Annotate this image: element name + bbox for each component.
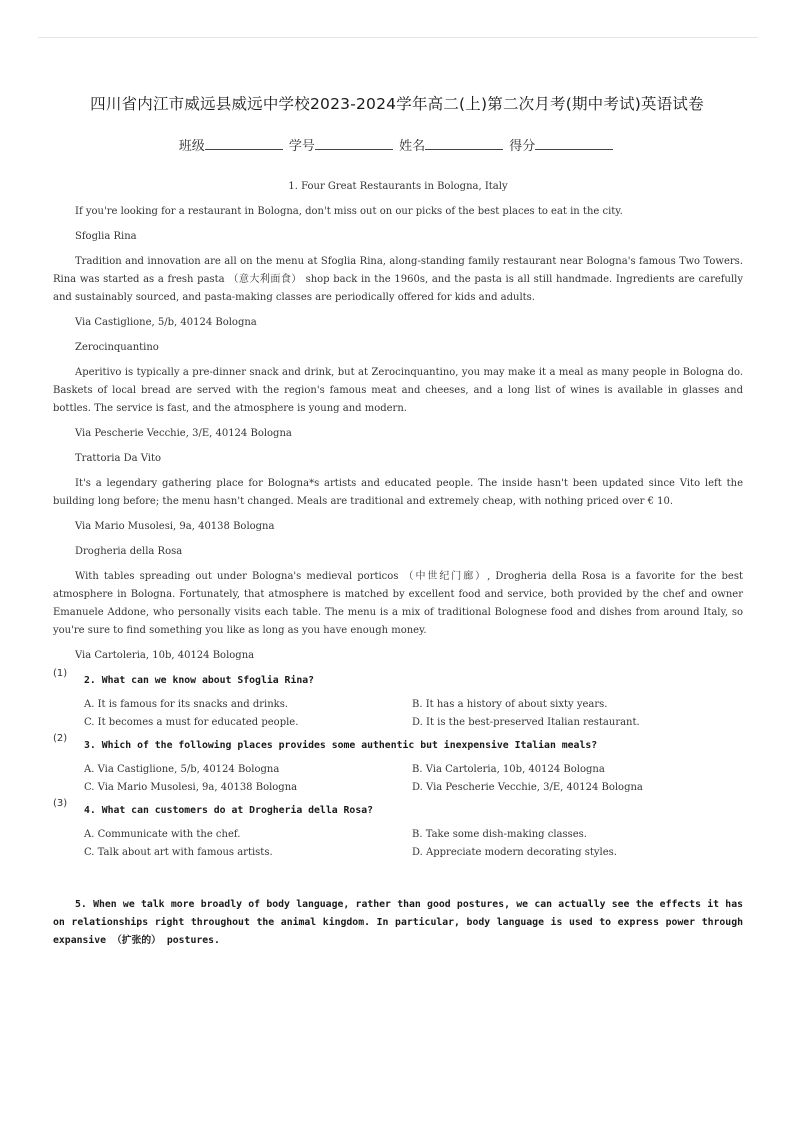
restaurant-address: Via Mario Musolesi, 9a, 40138 Bologna: [75, 521, 275, 532]
option-c[interactable]: C. It becomes a must for educated people.: [84, 717, 299, 728]
next-passage-text: 5. When we talk more broadly of body language, rather than good postures, we can actually see the effects it has on relationships right throughout the animal kingdom. In particular, body language is used to express power through expansive （扩张的） postures.: [53, 899, 743, 946]
restaurant-description: It's a legendary gathering place for Bologna*s artists and educated people. The inside hasn't been updated since Vito left the building long before; the menu hasn't changed. Meals are traditional and extremely cheap, with nothing priced over € 10.: [53, 478, 743, 507]
question-stem: 4. What can customers do at Drogheria della Rosa?: [84, 805, 374, 816]
name-blank[interactable]: [425, 137, 503, 150]
option-b[interactable]: B. Take some dish-making classes.: [412, 829, 587, 840]
question-stem: 3. Which of the following places provides some authentic but inexpensive Italian meals?: [84, 740, 598, 751]
option-a[interactable]: A. It is famous for its snacks and drinks.: [84, 699, 289, 710]
restaurant-name: Trattoria Da Vito: [75, 453, 162, 464]
question-1: [53, 668, 743, 732]
class-blank[interactable]: [205, 137, 283, 150]
question-2: [53, 733, 743, 797]
score-label: 得分: [509, 139, 536, 154]
option-b[interactable]: B. Via Cartoleria, 10b, 40124 Bologna: [412, 764, 605, 775]
option-c[interactable]: C. Via Mario Musolesi, 9a, 40138 Bologna: [84, 782, 298, 793]
option-d[interactable]: D. Via Pescherie Vecchie, 3/E, 40124 Bologna: [412, 782, 643, 793]
restaurant-name: Sfoglia Rina: [75, 231, 137, 242]
question-3: [53, 798, 743, 862]
class-label: 班级: [178, 139, 205, 154]
exam-content: [53, 178, 743, 960]
answer-options: [84, 696, 743, 732]
question-number: (2): [53, 733, 68, 744]
option-d[interactable]: D. Appreciate modern decorating styles.: [412, 847, 617, 858]
top-divider: [38, 37, 758, 38]
question-number: (1): [53, 668, 68, 679]
restaurant-name: Drogheria della Rosa: [75, 546, 183, 557]
question-number: (3): [53, 798, 68, 809]
option-b[interactable]: B. It has a history of about sixty years.: [412, 699, 608, 710]
answer-options: [84, 826, 743, 862]
question-stem: 2. What can we know about Sfoglia Rina?: [84, 675, 315, 686]
restaurant-address: Via Cartoleria, 10b, 40124 Bologna: [75, 650, 255, 661]
answer-options: [84, 761, 743, 797]
option-a[interactable]: A. Via Castiglione, 5/b, 40124 Bologna: [84, 764, 280, 775]
name-label: 姓名: [399, 139, 426, 154]
passage-heading: 1. Four Great Restaurants in Bologna, Italy: [288, 181, 508, 192]
option-a[interactable]: A. Communicate with the chef.: [84, 829, 241, 840]
restaurant-address: Via Pescherie Vecchie, 3/E, 40124 Bologna: [75, 428, 292, 439]
restaurant-name: Zerocinquantino: [75, 342, 159, 353]
score-blank[interactable]: [535, 137, 613, 150]
page-title: 四川省内江市威远县威远中学校2023-2024学年高二(上)第二次月考(期中考试)英语试卷: [90, 95, 704, 113]
restaurant-description: With tables spreading out under Bologna's medieval porticos （中世纪门廊）, Drogheria della Rosa is a favorite for the best atmosphere in Bologna. Fortunately, that atmosphere is matched by excellent food and service, both provided by the chef and owner Emanuele Addone, who personally visits each table. The menu is a mix of traditional Bolognese food and dishes from around Italy, so you're sure to find something you like as long as you have enough money.: [53, 571, 743, 636]
student-info-line: [0, 135, 794, 154]
id-label: 学号: [288, 139, 315, 154]
option-c[interactable]: C. Talk about art with famous artists.: [84, 847, 273, 858]
id-blank[interactable]: [315, 137, 393, 150]
restaurant-description: Tradition and innovation are all on the menu at Sfoglia Rina, along-standing family restaurant near Bologna's famous Two Towers. Rina was started as a fresh pasta （意大利面食） shop back in the 1960s, and the pasta is all still handmade. Ingredients are carefully and sustainably sourced, and pasta-making classes are periodically offered for kids and adults.: [53, 256, 743, 303]
option-d[interactable]: D. It is the best-preserved Italian restaurant.: [412, 717, 640, 728]
restaurant-description: Aperitivo is typically a pre-dinner snack and drink, but at Zerocinquantino, you may make it a meal as many people in Bologna do. Baskets of local bread are served with the region's famous meat and cheeses, and a long list of wines is available in glasses and bottles. The service is fast, and the atmosphere is young and modern.: [53, 367, 743, 414]
passage-intro: If you're looking for a restaurant in Bologna, don't miss out on our picks of the best places to eat in the city.: [75, 206, 623, 217]
restaurant-address: Via Castiglione, 5/b, 40124 Bologna: [75, 317, 257, 328]
